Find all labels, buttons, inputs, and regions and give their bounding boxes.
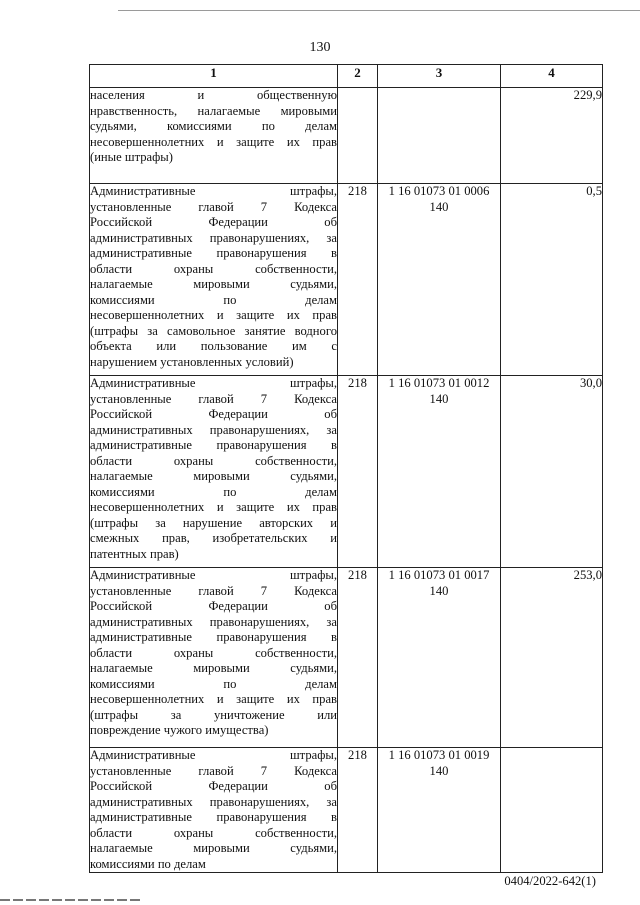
- table-row: [90, 748, 603, 873]
- description-line: налагаемые мировыми судьями,: [90, 841, 337, 855]
- description-line: административных правонарушениях, за: [90, 422, 337, 437]
- description-line: Российской Федерации об: [90, 599, 337, 613]
- description-line: комиссиями по делам: [90, 676, 337, 691]
- description-line: административные правонарушения в: [90, 438, 337, 452]
- column-header: 3: [378, 65, 501, 88]
- amount-cell: 0,5: [501, 184, 603, 376]
- table-row: [90, 568, 603, 748]
- amount-cell: 30,0: [501, 376, 603, 568]
- top-scan-rule: [118, 10, 640, 11]
- budget-classification-code-cell: 1 16 01073 01 0019 140: [378, 748, 501, 873]
- description-line: нарушением установленных условий): [90, 354, 294, 369]
- description-line: несовершеннолетних и защите их прав: [90, 500, 337, 514]
- description-line: патентных прав): [90, 546, 179, 561]
- description-line: установленные главой 7 Кодекса: [90, 763, 337, 778]
- description-line: комиссиями по делам: [90, 484, 337, 499]
- bottom-scan-rule: [0, 899, 140, 901]
- description-line: повреждение чужого имущества): [90, 723, 269, 737]
- description-line: комиссиями по делам: [90, 292, 337, 307]
- description-line: Российской Федерации об: [90, 215, 337, 229]
- description-line: налагаемые мировыми судьями,: [90, 469, 337, 483]
- description-line: установленные главой 7 Кодекса: [90, 583, 337, 598]
- table-row: [90, 376, 603, 568]
- description-line: области охраны собственности,: [90, 453, 337, 468]
- description-line: административные правонарушения в: [90, 810, 337, 824]
- fine-description-cell: [90, 184, 338, 376]
- fine-description-cell: [90, 568, 338, 748]
- administrator-code-cell: 218: [338, 568, 378, 748]
- description-line: области охраны собственности,: [90, 261, 337, 276]
- description-line: Административные штрафы,: [90, 568, 337, 582]
- description-line: административных правонарушениях, за: [90, 230, 337, 245]
- description-line: (штрафы за уничтожение или: [90, 707, 337, 722]
- description-line: Административные штрафы,: [90, 184, 337, 198]
- amount-cell: 229,9: [501, 88, 603, 184]
- budget-classification-code-cell: 1 16 01073 01 0012 140: [378, 376, 501, 568]
- administrator-code-cell: [338, 88, 378, 184]
- description-line: несовершеннолетних и защите их прав: [90, 692, 337, 706]
- administrator-code-cell: 218: [338, 376, 378, 568]
- description-line: несовершеннолетних и защите их прав: [90, 134, 337, 149]
- description-line: установленные главой 7 Кодекса: [90, 199, 337, 214]
- description-line: (штрафы за самовольное занятие водного: [90, 323, 337, 338]
- description-line: области охраны собственности,: [90, 825, 337, 840]
- description-line: налагаемые мировыми судьями,: [90, 277, 337, 291]
- column-header: 4: [501, 65, 603, 88]
- fine-description-cell: [90, 88, 338, 184]
- budget-table: [89, 64, 603, 873]
- amount-cell: [501, 748, 603, 873]
- description-line: установленные главой 7 Кодекса: [90, 391, 337, 406]
- description-line: нравственность, налагаемые мировыми: [90, 103, 337, 118]
- description-line: (штрафы за нарушение авторских и: [90, 515, 337, 530]
- description-line: несовершеннолетних и защите их прав: [90, 308, 337, 322]
- description-line: административных правонарушениях, за: [90, 794, 337, 809]
- budget-classification-code-cell: 1 16 01073 01 0017 140: [378, 568, 501, 748]
- administrator-code-cell: 218: [338, 748, 378, 873]
- fine-description-cell: [90, 748, 338, 873]
- description-line: объекта или пользование им с: [90, 339, 337, 353]
- description-line: административных правонарушениях, за: [90, 614, 337, 629]
- description-line: судьями, комиссиями по делам: [90, 119, 337, 133]
- fine-description-cell: [90, 376, 338, 568]
- table-row: [90, 184, 603, 376]
- description-line: смежных прав, изобретательских и: [90, 531, 337, 545]
- table-row: [90, 88, 603, 184]
- administrator-code-cell: 218: [338, 184, 378, 376]
- description-line: Российской Федерации об: [90, 779, 337, 793]
- description-line: (иные штрафы): [90, 150, 173, 164]
- column-header: 1: [90, 65, 338, 88]
- description-line: комиссиями по делам: [90, 856, 206, 871]
- description-line: административные правонарушения в: [90, 630, 337, 644]
- table-header-row: [90, 65, 603, 88]
- table-body: [90, 88, 603, 873]
- description-line: Российской Федерации об: [90, 407, 337, 421]
- document-id: 0404/2022-642(1): [504, 874, 596, 888]
- budget-classification-code-cell: [378, 88, 501, 184]
- page-number: 130: [309, 40, 331, 55]
- description-line: Административные штрафы,: [90, 748, 337, 762]
- description-line: налагаемые мировыми судьями,: [90, 661, 337, 675]
- description-line: Административные штрафы,: [90, 376, 337, 390]
- description-line: административные правонарушения в: [90, 246, 337, 260]
- description-line: населения и общественную: [90, 88, 337, 102]
- amount-cell: 253,0: [501, 568, 603, 748]
- description-line: области охраны собственности,: [90, 645, 337, 660]
- budget-classification-code-cell: 1 16 01073 01 0006 140: [378, 184, 501, 376]
- column-header: 2: [338, 65, 378, 88]
